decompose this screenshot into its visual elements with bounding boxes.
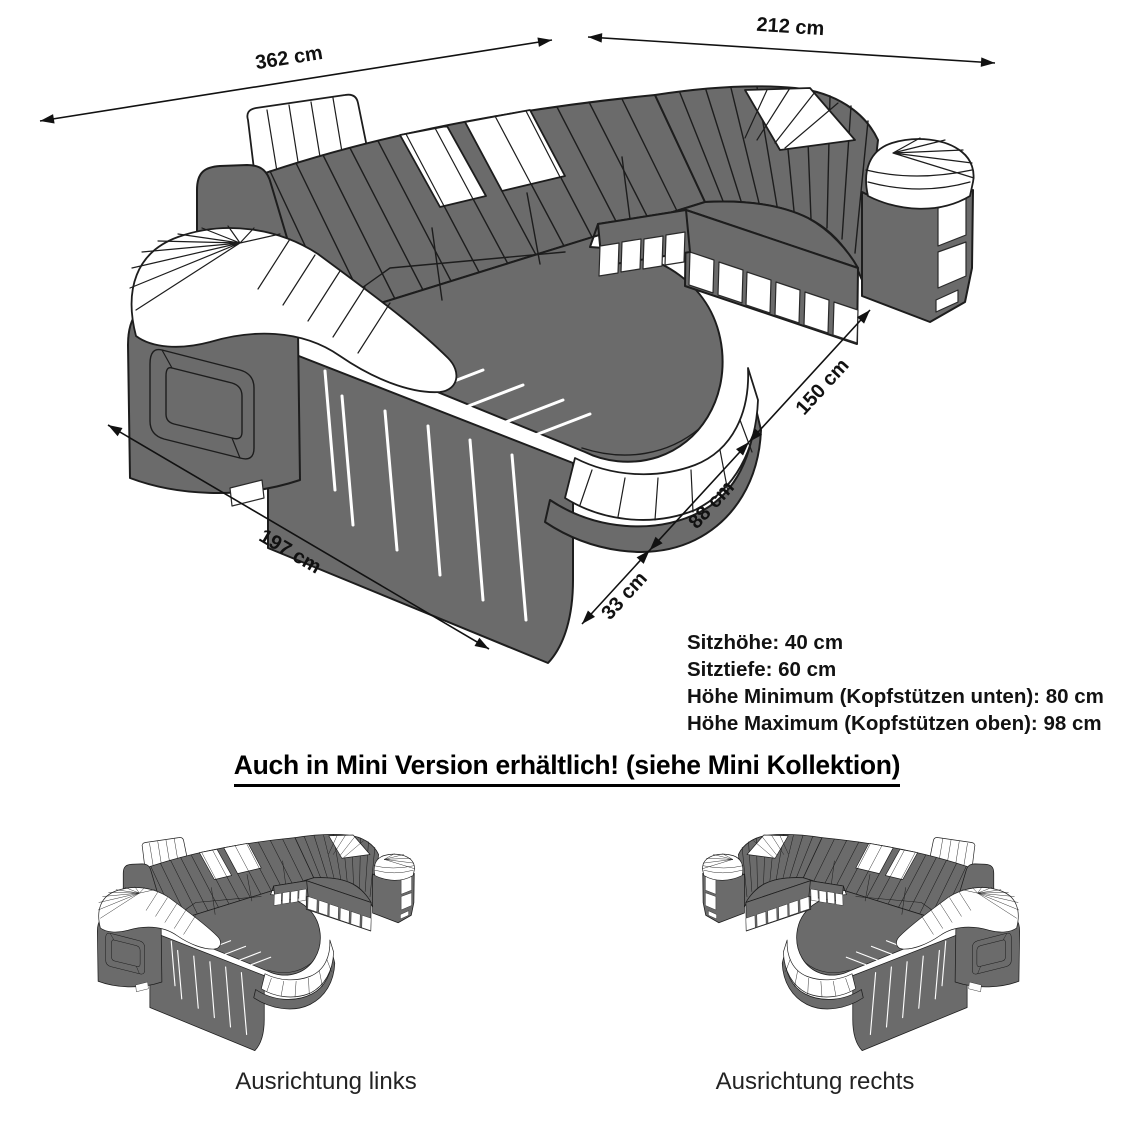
variant-label-rechts: Ausrichtung rechts [715,1068,915,1095]
variant-label-links: Ausrichtung links [235,1068,417,1095]
mini-version-heading-text: Auch in Mini Version erhältlich! (siehe Mini Kollektion) [234,750,900,787]
dimension-label-side-left: 197 cm [255,525,325,579]
dimension-arrow-inner-right [749,310,870,442]
sofa-illustration-mini-left [97,834,414,1050]
spec-seat-depth: Sitztiefe: 60 cm [687,658,837,681]
dimension-label-chaise-end: 88 cm [684,476,739,534]
spec-height-min: Höhe Minimum (Kopfstützen unten): 80 cm [687,685,1104,708]
spec-height-max: Höhe Maximum (Kopfstützen oben): 98 cm [687,712,1102,735]
mini-version-heading [0,750,1134,787]
dimension-arrow-side-right [588,37,995,63]
spec-list [687,629,1104,737]
dimension-label-armrest: 33 cm [597,567,652,625]
dimension-label-side-right: 212 cm [755,13,825,41]
sofa-illustration-mini-right [702,834,1019,1050]
dimension-label-total-width: 362 cm [253,41,325,75]
spec-seat-height: Sitzhöhe: 40 cm [687,631,844,654]
dimension-label-inner-right: 150 cm [791,354,854,420]
